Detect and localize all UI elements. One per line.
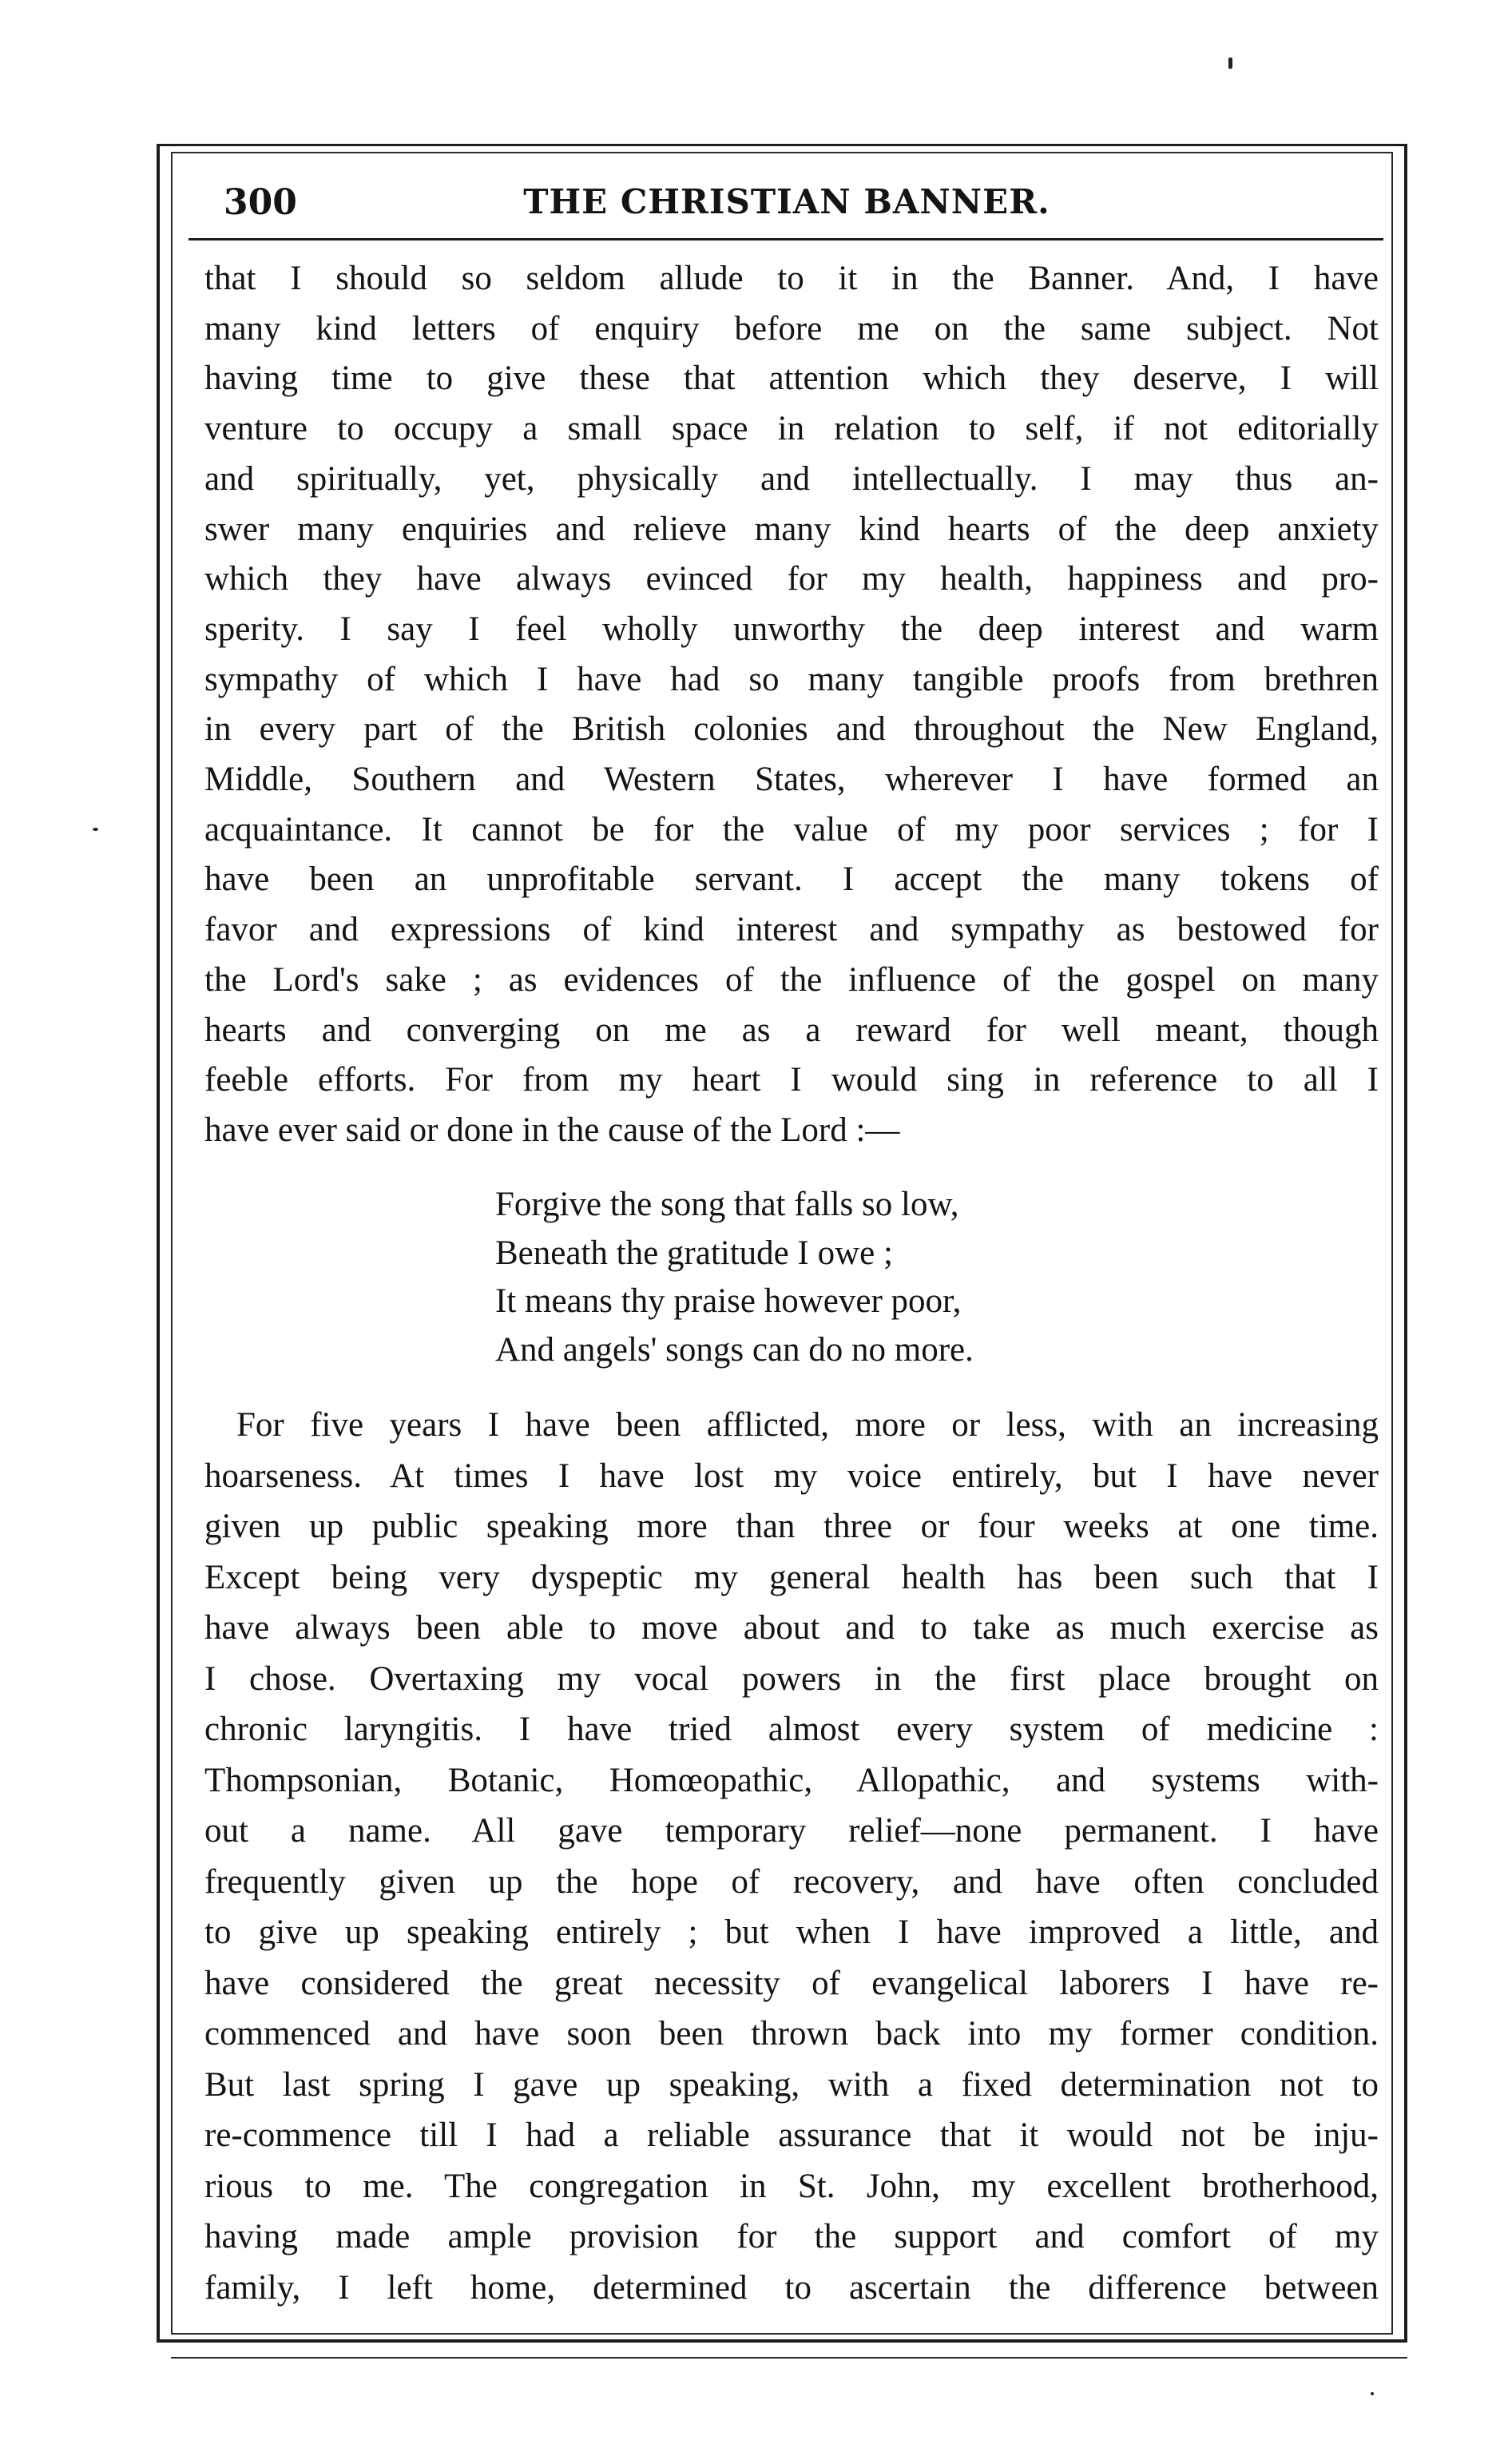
bottom-rule — [171, 2357, 1407, 2359]
verse-line: And angels' songs can do no more. — [495, 1330, 974, 1369]
text-line: commenced and have soon been thrown back into my former condition. — [204, 2015, 1379, 2053]
text-line: hoarseness. At times I have lost my voice entirely, but I have never — [204, 1457, 1379, 1495]
text-line: and spiritually, yet, physically and intellectually. I may thus an- — [204, 459, 1379, 498]
ink-speck — [93, 828, 98, 831]
text-line: chronic laryngitis. I have tried almost every system of medicine : — [204, 1711, 1379, 1748]
text-line: swer many enquiries and relieve many kind hearts of the deep anxiety — [204, 510, 1379, 548]
text-line: favor and expressions of kind interest and sympathy as bestowed for — [204, 911, 1379, 949]
ink-speck — [1371, 2392, 1374, 2395]
text-line: many kind letters of enquiry before me on the same subject. Not — [204, 309, 1379, 348]
ink-speck — [1228, 58, 1232, 69]
text-line: acquaintance. It cannot be for the value of my poor services ; for I — [204, 810, 1379, 848]
text-line: sperity. I say I feel wholly unworthy the deep interest and warm — [204, 610, 1379, 648]
text-line: having made ample provision for the support and comfort of my — [204, 2218, 1379, 2255]
text-line: frequently given up the hope of recovery, and have often concluded — [204, 1862, 1379, 1901]
text-line: family, I left home, determined to ascertain the difference between — [204, 2268, 1379, 2307]
text-line: have ever said or done in the cause of the Lord :— — [204, 1111, 900, 1149]
text-line: rious to me. The congregation in St. John, my excellent brotherhood, — [204, 2167, 1379, 2205]
paragraph-1 — [204, 254, 1379, 1156]
text-line: Except being very dyspeptic my general health has been such that I — [204, 1558, 1379, 1596]
page-header — [200, 182, 1374, 230]
verse-line: Beneath the gratitude I owe ; — [495, 1234, 893, 1272]
text-line: Thompsonian, Botanic, Homœopathic, Allopathic, and systems with- — [204, 1761, 1379, 1799]
page-number: 300 — [224, 182, 297, 223]
verse-line: It means thy praise however poor, — [495, 1282, 962, 1320]
verse-line: Forgive the song that falls so low, — [495, 1186, 959, 1223]
verse-quotation — [495, 1181, 974, 1374]
text-line: venture to occupy a small space in relation to self, if not editorially — [204, 410, 1379, 448]
text-line: have always been able to move about and to take as much exercise as — [204, 1609, 1379, 1647]
text-line: that I should so seldom allude to it in the Banner. And, I have — [204, 260, 1379, 297]
text-line: in every part of the British colonies and throughout the New England, — [204, 710, 1379, 749]
text-line: have considered the great necessity of evangelical laborers I have re- — [204, 1964, 1379, 2002]
text-line: re-commence till I had a reliable assurance that it would not be inju- — [204, 2116, 1379, 2154]
running-head: THE CHRISTIAN BANNER. — [523, 182, 1050, 221]
text-line: hearts and converging on me as a reward for well meant, though — [204, 1011, 1379, 1049]
paragraph-2 — [204, 1400, 1379, 2313]
text-line: given up public speaking more than three or four weeks at one time. — [204, 1508, 1379, 1545]
text-line: having time to give these that attention which they deserve, I will — [204, 360, 1379, 398]
text-line: have been an unprofitable servant. I accept the many tokens of — [204, 860, 1379, 899]
text-line: which they have always evinced for my health, happiness and pro- — [204, 560, 1379, 598]
text-line: Middle, Southern and Western States, wherever I have formed an — [204, 761, 1379, 799]
text-line: to give up speaking entirely ; but when I have improved a little, and — [204, 1914, 1379, 1951]
header-rule — [188, 238, 1383, 240]
text-line: I chose. Overtaxing my vocal powers in the first place brought on — [204, 1659, 1379, 1698]
text-line: the Lord's sake ; as evidences of the influence of the gospel on many — [204, 960, 1379, 999]
text-line: out a name. All gave temporary relief—none permanent. I have — [204, 1812, 1379, 1850]
text-line: But last spring I gave up speaking, with a fixed determination not to — [204, 2065, 1379, 2104]
text-line: For five years I have been afflicted, more or less, with an increasing — [236, 1406, 1379, 1444]
text-line: feeble efforts. For from my heart I would sing in reference to all I — [204, 1061, 1379, 1099]
text-line: sympathy of which I have had so many tangible proofs from brethren — [204, 660, 1379, 698]
